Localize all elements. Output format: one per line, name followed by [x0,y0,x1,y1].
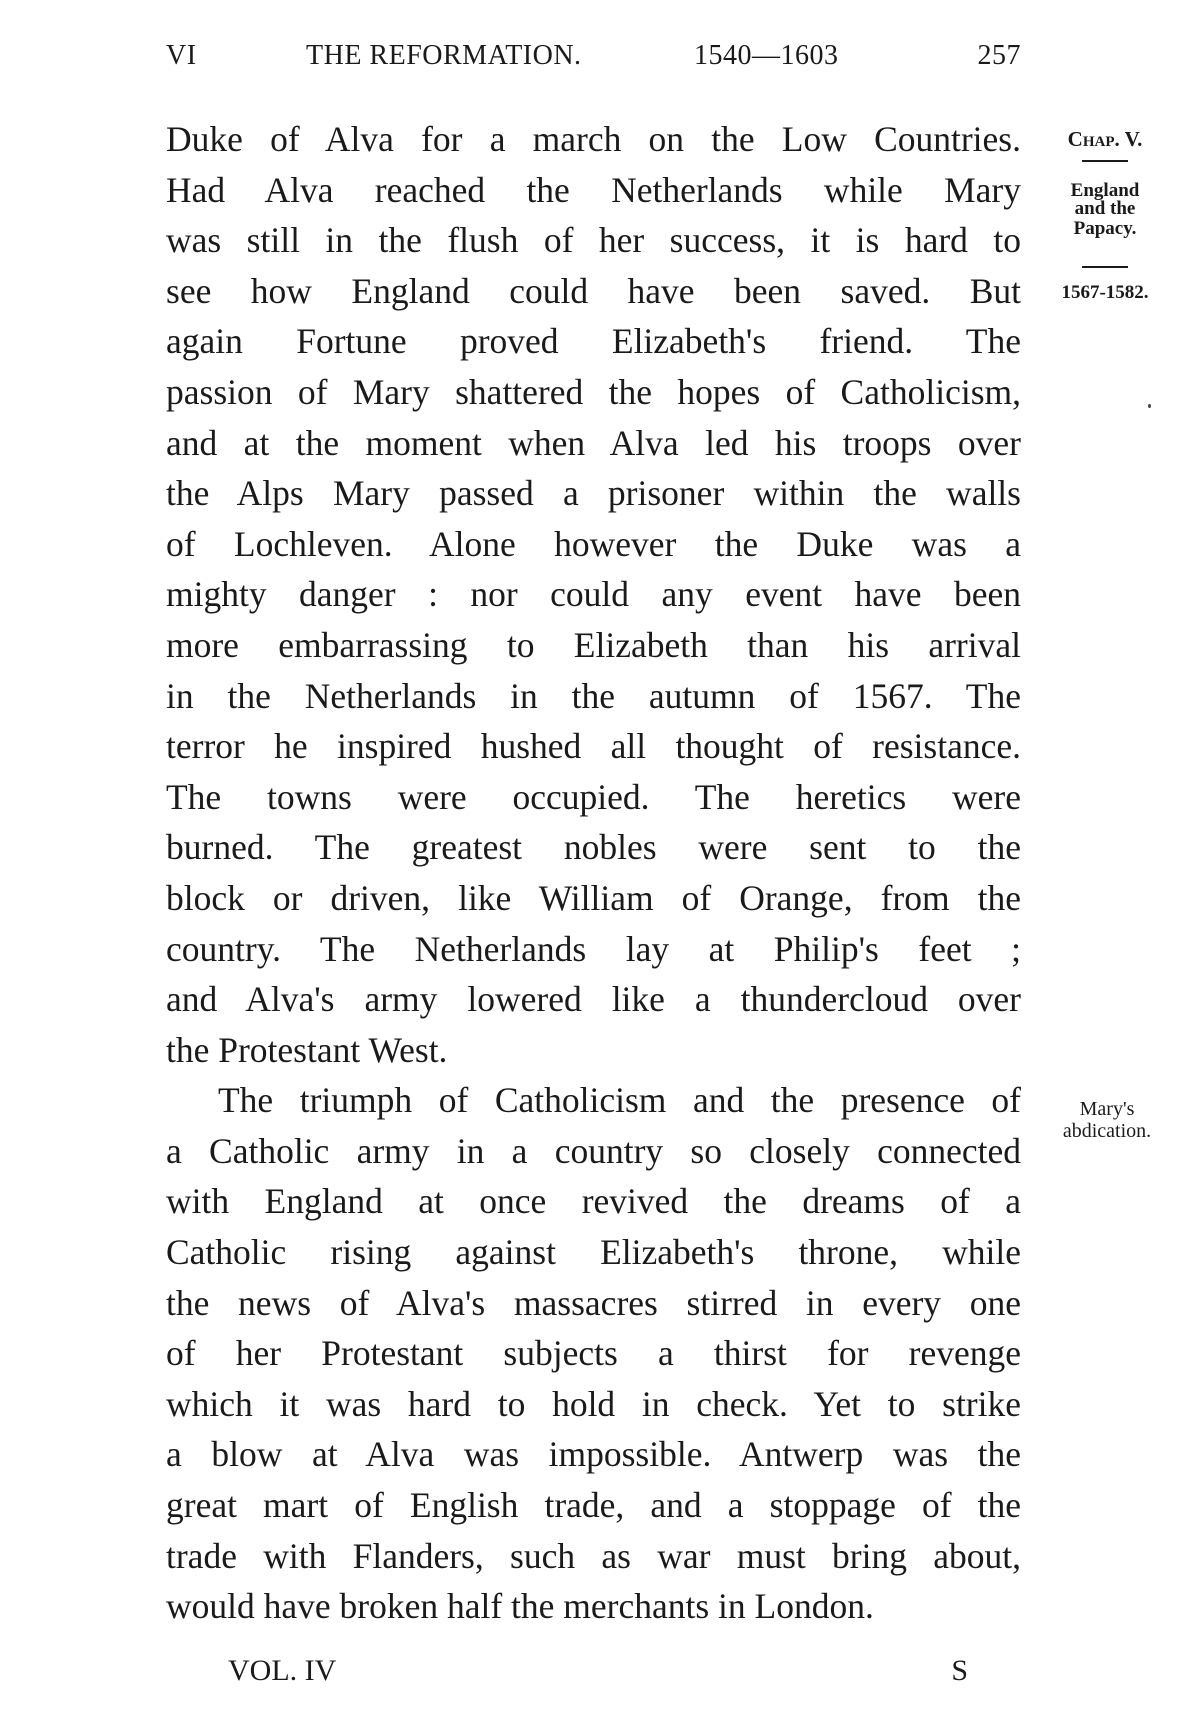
text-line: the Protestant West. [166,1029,448,1070]
margin-note-topic-line: Papacy. [1073,218,1137,239]
margin-rule [1082,160,1128,162]
paragraph [166,1075,1021,1632]
margin-note-topic [1040,180,1170,240]
text-line: trade with Flanders, such as war must bring about, [166,1535,1021,1576]
header-title: THE REFORMATION. [306,40,582,71]
text-line: The towns were occupied. The heretics were [166,776,1021,817]
text-line: Catholic rising against Elizabeth's throne, while [166,1232,1021,1273]
footer-volume: VOL. IV [228,1654,337,1687]
footer-signature: S [951,1654,968,1687]
page-footer [228,1654,968,1694]
text-line: see how England could have been saved. But [166,270,1021,311]
text-line: a blow at Alva was impossible. Antwerp was the [166,1434,1021,1475]
page-number: 257 [977,40,1021,71]
stray-ink-mark [1148,404,1151,408]
text-line: in the Netherlands in the autumn of 1567. The [166,675,1021,716]
text-line: terror he inspired hushed all thought of resistance. [166,726,1021,767]
text-line: was still in the flush of her success, it is hard to [166,220,1021,261]
text-line: the news of Alva's massacres stirred in every one [166,1282,1021,1323]
text-line: the Alps Mary passed a prisoner within the walls [166,473,1021,514]
text-line: would have broken half the merchants in London. [166,1586,874,1627]
margin-note-line: abdication. [1062,1120,1152,1142]
paragraph [166,114,1021,1075]
text-line: The triumph of Catholicism and the presence of [218,1080,1021,1121]
text-line: Duke of Alva for a march on the Low Countries. [166,119,1021,159]
text-line: country. The Netherlands lay at Philip's feet ; [166,928,1021,969]
text-line: of her Protestant subjects a thirst for revenge [166,1333,1021,1374]
text-line: block or driven, like William of Orange, from the [166,877,1021,918]
text-line: with England at once revived the dreams of a [166,1181,1021,1222]
margin-note-topic-line: and the [1074,198,1136,219]
text-line: great mart of English trade, and a stoppage of the [166,1485,1021,1526]
text-line: mighty danger : nor could any event have been [166,574,1021,615]
margin-note-line: Mary's [1079,1098,1135,1120]
header-dates: 1540—1603 [694,40,839,71]
text-line: again Fortune proved Elizabeth's friend. The [166,321,1021,362]
margin-note-years: 1567-1582. [1061,282,1149,303]
text-line: more embarrassing to Elizabeth than his arrival [166,624,1021,665]
text-line: and Alva's army lowered like a thundercloud over [166,979,1021,1020]
text-line: which it was hard to hold in check. Yet to strike [166,1383,1021,1424]
running-header [166,40,1021,84]
text-line: Had Alva reached the Netherlands while Mary [166,169,1021,210]
text-line: a Catholic army in a country so closely connected [166,1130,1021,1171]
margin-note-chapter: Chap. V. [1067,127,1143,151]
header-chapter-number: VI [166,40,197,71]
margin-rule [1082,266,1128,268]
body-text [166,114,1021,1632]
text-line: of Lochleven. Alone however the Duke was a [166,523,1021,564]
text-line: burned. The greatest nobles were sent to the [166,827,1021,868]
margin-note-marys-abdication [1032,1098,1182,1142]
text-line: passion of Mary shattered the hopes of Catholicism, [166,371,1021,412]
margin-note-topic-line: England [1070,180,1140,201]
text-line: and at the moment when Alva led his troops over [166,422,1021,463]
